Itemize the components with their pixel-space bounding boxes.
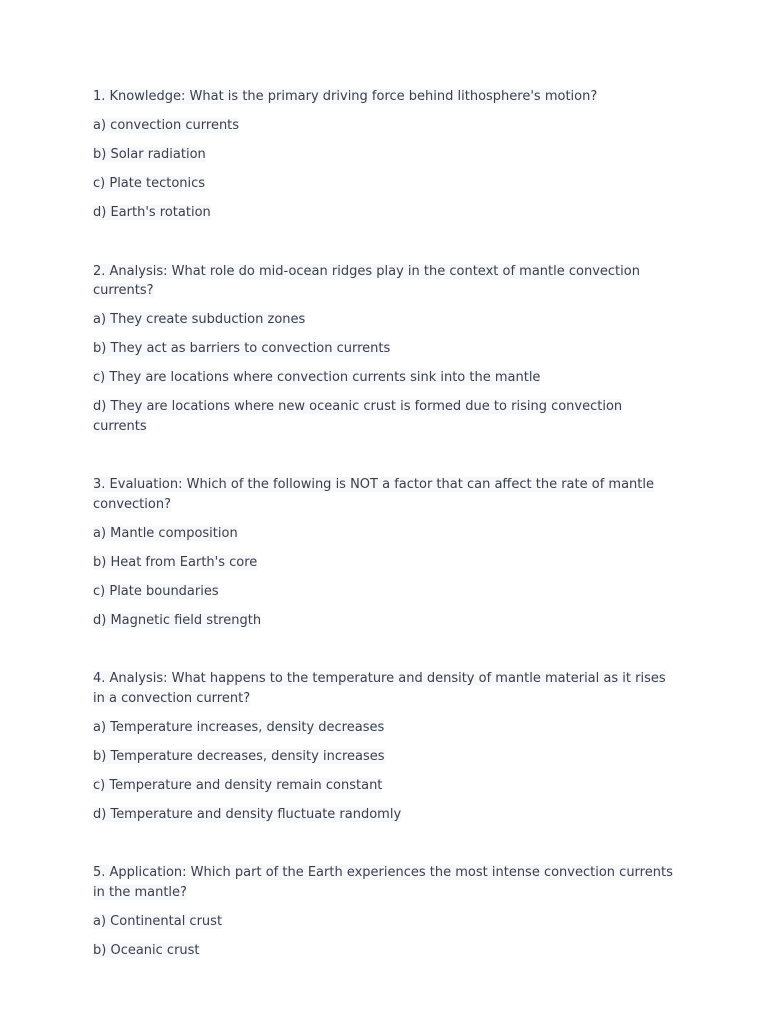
answer-option: b) Oceanic crust [93,942,200,958]
question-1 [93,87,673,223]
question-text: 3. Evaluation: Which of the following is NOT a factor that can affect the rate of mantle convection? [93,477,654,512]
answer-option: a) Continental crust [93,913,223,929]
answer-option: d) Temperature and density fluctuate randomly [93,806,402,822]
question-text: 2. Analysis: What role do mid-ocean ridges play in the context of mantle convection currents? [93,263,640,298]
question-text: 4. Analysis: What happens to the temperature and density of mantle material as it rises in a convection current? [93,671,666,706]
answer-option: c) Plate tectonics [93,176,206,191]
answer-option: c) Plate boundaries [93,583,219,599]
answer-option: a) Mantle composition [93,525,238,541]
answer-option: c) Temperature and density remain constant [93,777,383,793]
question-4 [93,669,673,824]
question-5 [93,863,673,960]
answer-option: a) Temperature increases, density decreases [93,719,385,735]
answer-option: b) Heat from Earth's core [93,554,258,570]
answer-option: b) Temperature decreases, density increases [93,748,385,764]
answer-option: a) convection currents [93,118,240,133]
question-2 [93,262,673,437]
answer-option: d) They are locations where new oceanic crust is formed due to rising convection currents [93,399,623,434]
question-text: 5. Application: Which part of the Earth experiences the most intense convection currents in the mantle? [93,865,673,900]
answer-option: b) They act as barriers to convection currents [93,341,391,356]
question-3 [93,475,673,630]
answer-option: a) They create subduction zones [93,312,306,327]
answer-option: d) Magnetic field strength [93,612,262,628]
answer-option: c) They are locations where convection currents sink into the mantle [93,370,541,385]
question-text: 1. Knowledge: What is the primary driving force behind lithosphere's motion? [93,89,598,104]
answer-option: b) Solar radiation [93,147,206,162]
answer-option: d) Earth's rotation [93,205,211,220]
quiz-document [93,87,673,999]
